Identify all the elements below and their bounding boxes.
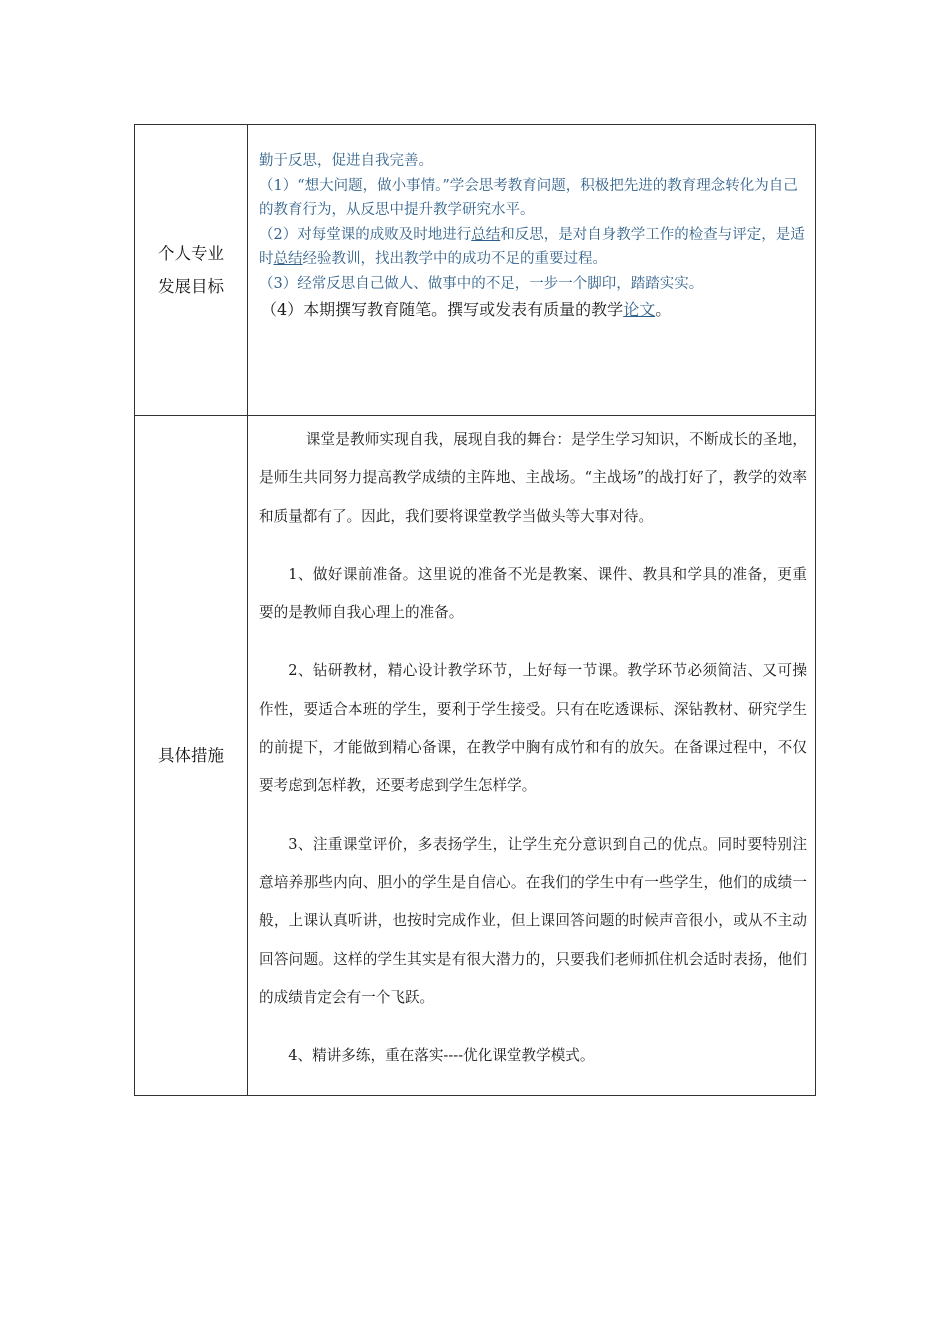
- goal-item-4-text-b: 。: [655, 300, 672, 319]
- measures-item-1: 1、做好课前准备。这里说的准备不光是教案、课件、教具和学具的准备，更重要的是教师自我心理上的准备。: [259, 565, 807, 622]
- measures-label: 具体措施: [158, 746, 224, 766]
- measures-item-2: 2、钻研教材，精心设计教学环节，上好每一节课。教学环节必须简洁、又可操作性，要适合本班的学生，要利于学生接受。只有在吃透课标、深钻教材、研究学生的前提下，才能做到精心备课，在教学中胸有成竹和有的放矢。在备课过程中，不仅要考虑到怎样教，还要考虑到学生怎样学。: [259, 662, 807, 795]
- measures-intro-paragraph: 课堂是教师实现自我，展现自我的舞台：是学生学习知识，不断成长的圣地，是师生共同努力提高教学成绩的主阵地、主战场。“主战场”的战打好了，教学的效率和质量都有了。因此，我们要将课堂教学当做头等大事对待。: [259, 431, 807, 525]
- goal-item-3: （3）经常反思自己做人、做事中的不足，一步一个脚印，踏踏实实。: [259, 275, 704, 292]
- goal-item-2-text-b: 和反思，是对自身教学工作的检查与评定，是适时: [259, 226, 805, 267]
- measures-content-cell: [248, 416, 816, 1096]
- goal-item-1: （1）“想大问题，做小事情。”学会思考教育问题，积极把先进的教育理念转化为自己的教育行为，从反思中提升教学研究水平。: [259, 177, 798, 218]
- goal-intro: 勤于反思，促进自我完善。: [259, 153, 433, 169]
- table-row-goal: [135, 125, 816, 416]
- goal-item-2-text-c: 经验教训，找出教学中的成功不足的重要过程。: [302, 251, 607, 267]
- goal-item-2-text-a: （2）对每堂课的成败及时地进行: [259, 226, 472, 243]
- goal-item-2: [259, 223, 807, 272]
- goal-item-4-text-a: （4）本期撰写教育随笔。撰写或发表有质量的教学: [261, 300, 624, 319]
- goal-item-4: [259, 296, 807, 323]
- goal-item-2-link-summary-2[interactable]: 总结: [273, 251, 303, 267]
- goal-content-cell: [248, 125, 816, 416]
- goal-item-4-link-thesis[interactable]: 论文: [623, 300, 656, 319]
- plan-table: [134, 124, 816, 1096]
- measures-item-3: 3、注重课堂评价，多表扬学生，让学生充分意识到自己的优点。同时要特别注意培养那些内向、胆小的学生是自信心。在我们的学生中有一些学生，他们的成绩一般，上课认真听讲，也按时完成作业，但上课回答问题的时候声音很小，或从不主动回答问题。这样的学生其实是有很大潜力的，只要我们老师抓住机会适时表扬，他们的成绩肯定会有一个飞跃。: [259, 835, 807, 1006]
- goal-item-2-link-summary[interactable]: 总结: [471, 226, 501, 243]
- goal-label-line2: 发展目标: [158, 277, 224, 296]
- label-cell-goal: [135, 125, 248, 416]
- measures-item-4: 4、精讲多练，重在落实----优化课堂教学模式。: [288, 1047, 595, 1065]
- goal-label-line1: 个人专业: [158, 244, 224, 263]
- label-cell-measures: [135, 416, 248, 1096]
- table-row-measures: [135, 416, 816, 1096]
